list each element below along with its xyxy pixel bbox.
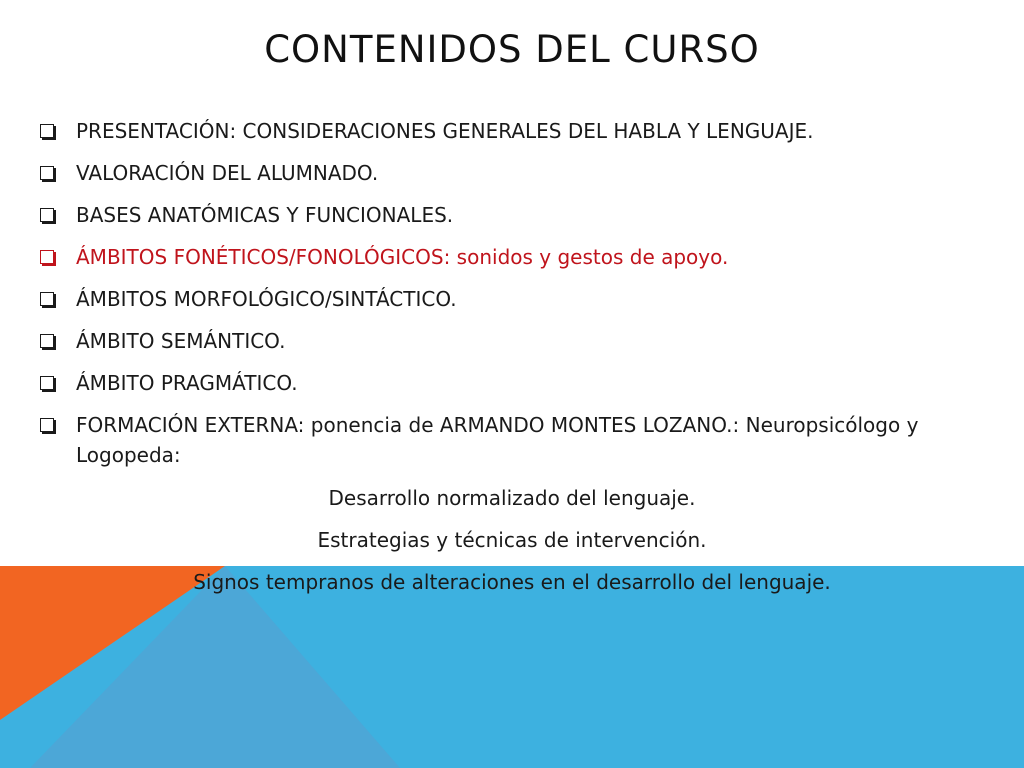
list-item-text: BASES ANATÓMICAS Y FUNCIONALES.: [76, 203, 454, 227]
list-item-text: ÁMBITOS FONÉTICOS/FONOLÓGICOS: sonidos y gestos de apoyo.: [76, 245, 729, 269]
checkbox-bullet-icon: [40, 208, 54, 222]
slide-title: CONTENIDOS DEL CURSO: [264, 28, 760, 71]
checkbox-bullet-icon: [40, 250, 54, 264]
subitem-text: Signos tempranos de alteraciones en el desarrollo del lenguaje.: [193, 570, 831, 594]
list-item: [38, 326, 988, 356]
list-item: [38, 116, 988, 146]
list-item-text: PRESENTACIÓN: CONSIDERACIONES GENERALES DEL HABLA Y LENGUAJE.: [76, 119, 814, 143]
list-item-text: ÁMBITO PRAGMÁTICO.: [76, 371, 298, 395]
checkbox-bullet-icon: [40, 166, 54, 180]
list-item: [38, 284, 988, 314]
checkbox-bullet-icon: [40, 334, 54, 348]
list-item: [38, 158, 988, 188]
list-item: [38, 200, 988, 230]
list-item-highlighted: [38, 242, 988, 272]
list-item: [38, 368, 988, 398]
checkbox-bullet-icon: [40, 418, 54, 432]
list-item: [38, 410, 988, 470]
checkbox-bullet-icon: [40, 292, 54, 306]
list-item-text: ÁMBITOS MORFOLÓGICO/SINTÁCTICO.: [76, 287, 457, 311]
list-item-text: FORMACIÓN EXTERNA: ponencia de ARMANDO MONTES LOZANO.: Neuropsicólogo y Logopeda:: [76, 413, 919, 467]
content-list: [38, 116, 988, 482]
checkbox-bullet-icon: [40, 124, 54, 138]
list-item-text: VALORACIÓN DEL ALUMNADO.: [76, 161, 379, 185]
subitem-text: Estrategias y técnicas de intervención.: [317, 528, 707, 552]
subitem-text: Desarrollo normalizado del lenguaje.: [328, 486, 696, 510]
list-item-text: ÁMBITO SEMÁNTICO.: [76, 329, 286, 353]
checkbox-bullet-icon: [40, 376, 54, 390]
